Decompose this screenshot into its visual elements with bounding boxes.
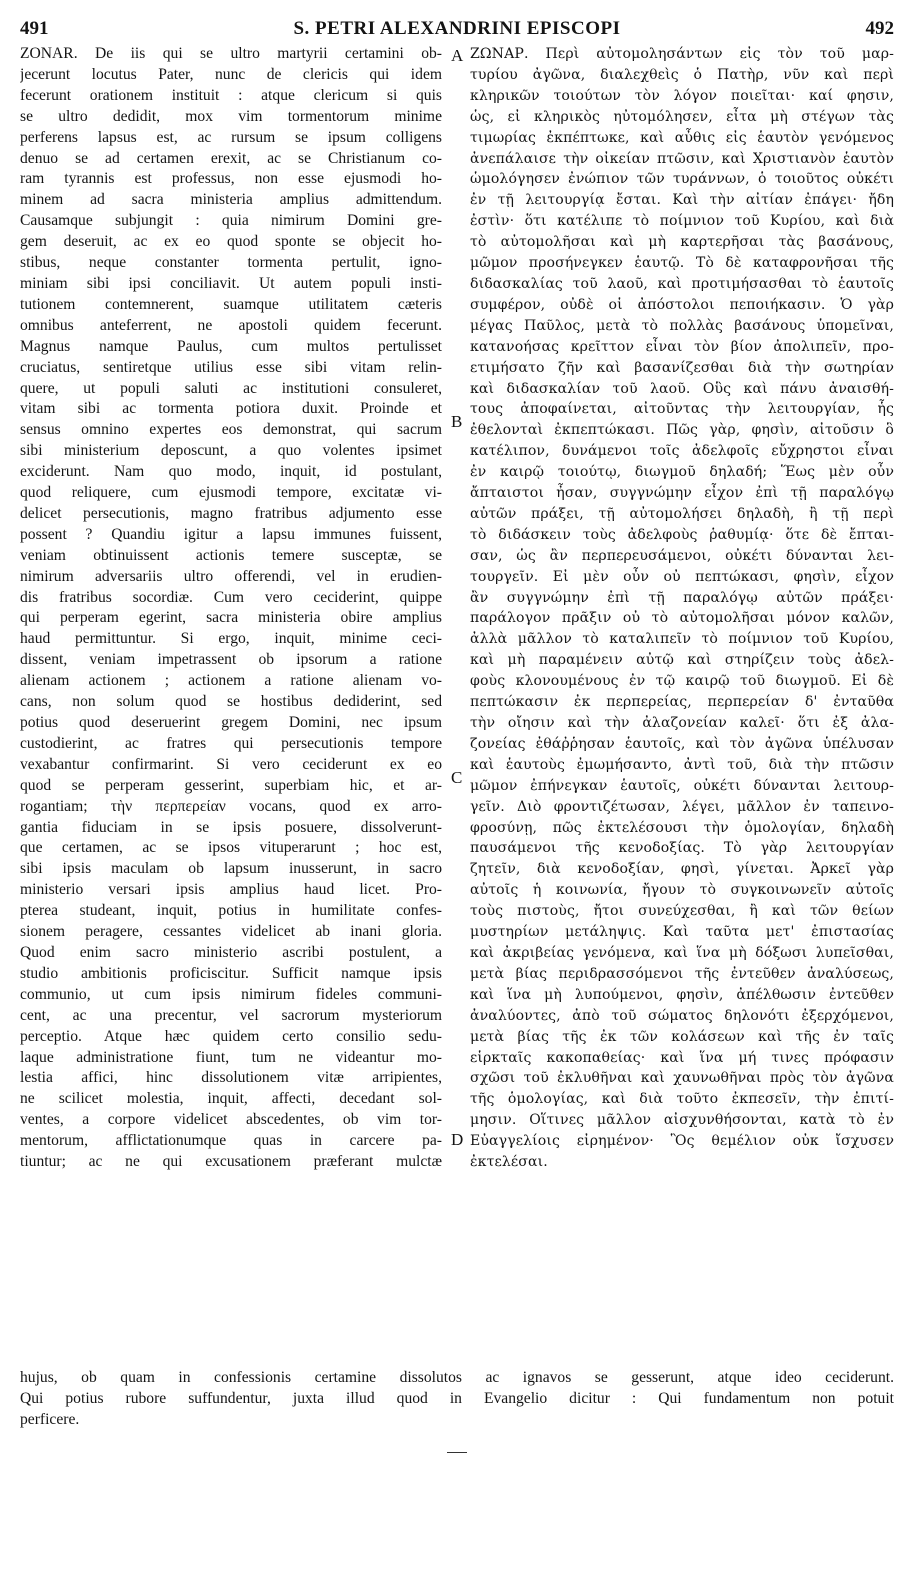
text-line: ἐθελονταὶ ἐκπεπτώκασι. Πῶς γὰρ, φησὶν, αἰτοῦσιν ὃ <box>470 422 894 439</box>
text-line: mentorum, afflictationumque quas in carcere pa- <box>20 1132 442 1150</box>
text-line: perficere. <box>20 1411 80 1428</box>
text-line: perceptio. Atque hæc quidem certo consilio sedu- <box>20 1027 442 1045</box>
text-line: alienam actionem ; actionem a ratione alienam vo- <box>20 672 442 690</box>
text-line: τὸ αὐτομολῆσαι καὶ μὴ καρτερῆσαι τὰς βασάνους, <box>470 234 894 251</box>
text-line: ὡμολόγησεν ἐνώπιον τῶν τυράννων, ὁ τοιοῦτος οὐκέτι <box>470 171 894 188</box>
text-line: ζονείας ἐθάῤῥησαν ἑαυτοῖς, καὶ τὸν ἀγῶνα ὑπέλυσαν <box>470 735 894 752</box>
text-line: ZONAR. De iis qui se ultro martyrii certamini ob- <box>20 45 442 62</box>
text-line: μετὰ βίας περιδρασσόμενοι τῆς ἐντεῦθεν ἀναλύσεως, <box>470 965 894 982</box>
text-line: μετὰ βίας τῆς ἐκ τῶν κολάσεων καὶ τῆς ἐν ταῖς <box>470 1028 894 1045</box>
text-line: vexabantur confirmarint. Si vero ceciderunt ex eo <box>20 755 442 773</box>
text-line: μέγας Παῦλος, μετὰ τὸ πολλὰς βασάνους ὑπομεῖναι, <box>470 317 894 334</box>
text-line: rogantiam; τὴν περπερείαν vocans, quod ex arro- <box>20 797 442 815</box>
text-line: ἐν τῇ λειτουργίᾳ ἔσται. Καὶ τὴν αἰτίαν ἐπάγει· ἤδη <box>470 192 894 209</box>
text-line: omnibus anteferrent, ne apostoli quidem fecerunt. <box>20 316 442 334</box>
text-line: haud permittuntur. Si ergo, inquit, minime ceci- <box>20 630 442 648</box>
text-line: καὶ ἵνα μὴ λυπούμενοι, φησὶν, ἀπέλθωσιν ἐντεῦθεν <box>470 986 894 1003</box>
text-line: veniam obtinuissent actionis temere susceptæ, se <box>20 546 442 564</box>
text-line: custodierint, ac fratres qui persecutionis tempore <box>20 734 442 752</box>
text-line: cruciatus, sentiretque utilius esse sibi vitam relin- <box>20 358 442 376</box>
text-line: τυρίου ἀγῶνα, διαλεχθεὶς ὁ Πατὴρ, νῦν καὶ περὶ <box>470 66 894 83</box>
text-line: sibi ministerium deposcunt, a quo volentes ipsimet <box>20 442 442 460</box>
text-line: πεπτώκασιν ἐκ περπερείας, περπερείαν δ' ἐνταῦθα <box>470 694 894 711</box>
text-line: ζητεῖν, διὰ κενοδοξίαν, φησὶ, γίνεται. Ἀρκεῖ γὰρ <box>470 861 894 878</box>
text-line: τὴν οἴησιν καὶ τὴν ἀλαζονείαν καλεῖ· ὅτι ἐξ ἀλα- <box>470 715 894 731</box>
text-line: sensus omnino expertes eos demonstrat, qui sacrum <box>20 421 442 439</box>
margin-marker-a: A <box>451 46 464 65</box>
margin-marker-d: D <box>451 1130 464 1149</box>
text-line: cent, ac una precentur, vel sacrorum mysteriorum <box>20 1006 442 1024</box>
text-line: ΖΩΝΑΡ. Περὶ αὐτομολησάντων εἰς τὸν τοῦ μαρ- <box>470 46 894 62</box>
text-line: σαν, ὡς ἂν περπερευσάμενοι, οὐκέτι δύνανται λει- <box>470 547 894 564</box>
text-line: γεῖν. Διὸ φροντιζέτωσαν, λέγει, μᾶλλον ἐν ταπεινο- <box>470 798 894 815</box>
text-line: gem deseruit, ac ex eo quod sponte se objecit ho- <box>20 233 442 251</box>
text-line: τους ἀποφαίνεται, αἰτοῦντας τὴν λειτουργίαν, ἧς <box>470 401 894 418</box>
text-line: vitam sibi ac tormenta potiora duxit. Proinde et <box>20 400 442 418</box>
text-line: ἀναλύοντες, ἀπὸ τοῦ σώματος δηλονότι ἐξερχόμενοι, <box>470 1007 894 1024</box>
text-line: qui perperam egerint, sacra ministeria obire amplius <box>20 609 442 627</box>
text-line: nimirum adversariis ultro offerendi, vel in erudien- <box>20 567 442 585</box>
page-number-right: 492 <box>865 18 894 39</box>
text-line: αὐτοῖς ἡ κοινωνία, ἤγουν τὸ συγκοινωνεῖν αὐτοῖς <box>470 882 894 899</box>
latin-column <box>20 44 442 1173</box>
text-line: καὶ μὴ παραμένειν αὐτῷ καὶ στηρίζειν τοὺς ἀδελ- <box>470 652 894 669</box>
text-line: sibi ipsis maculam ob lapsum inusserunt, in sacro <box>20 860 442 878</box>
text-line: κατανοήσας κρεῖττον εἶναι τὸν βίον ἀπολιπεῖν, προ- <box>470 338 894 355</box>
text-line: sionem peragere, cessantes videlicet ab inani gloria. <box>20 923 442 941</box>
text-line: tiuntur; ac ne qui excusationem præferant mulctæ <box>20 1153 442 1171</box>
text-line: φοὺς κλονουμένους ἐν τῷ καιρῷ τοῦ διωγμοῦ. Εἰ δὲ <box>470 673 894 690</box>
text-line: αὐτῶν πράξει, τῇ αὐτομολήσει δηλαδὴ, ἢ τῇ περὶ <box>470 505 894 522</box>
text-line: καὶ ἑαυτοὺς ἐμωμήσαντο, ἀντὶ τοῦ, διὰ τὴν πτῶσιν <box>470 756 894 773</box>
text-line: Εὐαγγελίοις εἰρημένον· Ὃς θεμέλιον οὐκ ἴσχυσεν <box>470 1133 894 1150</box>
text-line: ετιμήσατο ζῆν καὶ βασανίζεσθαι διὰ τὴν σωτηρίαν <box>470 359 894 376</box>
text-line: exciderunt. Nam quo modo, inquit, id postulant, <box>20 463 442 481</box>
end-rule <box>447 1452 467 1453</box>
text-line: ἀνεπάλαισε τὴν οἰκείαν πτῶσιν, καὶ Χριστιανὸν ἑαυτὸν <box>470 150 894 167</box>
text-line: lestia affici, hinc dissolutionem vitæ arripientes, <box>20 1069 442 1087</box>
text-line: μῶμον ἐπήνεγκαν ἑαυτοῖς, οὐκέτι δύνανται λειτουρ- <box>470 777 894 794</box>
text-line: cans, non solum quod se hostibus dediderint, sed <box>20 693 442 711</box>
continuation-text <box>20 1367 894 1430</box>
page-number-left: 491 <box>20 18 49 39</box>
text-line: παυσάμενοι τῆς κενοδοξίας. Τὸ γὰρ λειτουργίαν <box>470 840 894 857</box>
text-line: καὶ διδασκαλίαν τοῦ λαοῦ. Οὓς καὶ πάνυ ἀναισθή- <box>470 380 894 397</box>
text-line: ram tyrannis est professus, non esse ejusmodi ho- <box>20 170 442 188</box>
text-line: miniam sibi ipsi conciliavit. Ut autem populi insti- <box>20 274 442 292</box>
text-line: perferens lapsus est, ac rursum se ipsum colligens <box>20 128 442 146</box>
text-line: διδασκαλίας τοῦ λαοῦ, καὶ προτιμήσασθαι τὸ ἑαυτοῖς <box>470 275 894 292</box>
text-line: καὶ ἀκριβείας γενόμενα, καὶ ἵνα μὴ δόξωσι λυπεῖσθαι, <box>470 944 894 961</box>
text-line: quod se perperam gesserint, superbiam hic, et ar- <box>20 776 442 794</box>
text-line: κληρικῶν τοιούτων τὸν λόγον ποιεῖται· καί φησιν, <box>470 87 894 104</box>
text-line: ἄπταιστοι ἦσαν, συγγνώμην εἶχον ἐπὶ τῇ παραλόγῳ <box>470 485 894 502</box>
text-line: ἐκτελέσαι. <box>470 1154 548 1171</box>
page-header <box>20 14 894 46</box>
text-line: ministerio versari ipsis amplius haud licet. Pro- <box>20 881 442 899</box>
text-line: ἐν καιρῷ τοιούτῳ, διωγμοῦ δηλαδή; Ἕως μὲν οὖν <box>470 464 894 481</box>
text-line: Quod enim sacro ministerio ascribi postulent, a <box>20 943 442 961</box>
text-line: Magnus namque Paulus, cum multos pertulisset <box>20 337 442 355</box>
text-line: μυστηρίων μετάληψις. Καὶ ταῦτα μετ' ἐπιστασίας <box>470 924 894 941</box>
text-line: Qui potius rubore suffundentur, juxta illud quod in Evangelio dicitur : Qui fundamentum non potuit <box>20 1390 894 1407</box>
text-line: εἱρκταῖς κακοπαθείας· καὶ ἵνα μή τινες πρόφασιν <box>470 1049 894 1066</box>
text-line: μῶμον προσήνεγκεν ἑαυτῷ. Τὸ δὲ καταφρονῆσαι τῆς <box>470 255 894 272</box>
text-line: gantia fiduciam in se ipsis posuere, dissolverunt- <box>20 818 442 836</box>
text-line: fecerunt orationem instituit : atque clericum si quis <box>20 86 442 104</box>
text-line: stibus, neque constanter tormenta pertulit, igno- <box>20 254 442 272</box>
text-line: ventes, a corpore videlicet abscedentes, ob vim tor- <box>20 1111 442 1129</box>
text-line: τὸ διδάσκειν τοὺς ἀδελφοὺς ῥαθυμίᾳ· ὅτε δὲ ἔπται- <box>470 526 894 543</box>
text-line: ne scilicet molestia, inquit, affecti, decedant sol- <box>20 1090 442 1108</box>
text-line: jecerunt locutus Pater, nunc de clericis qui idem <box>20 65 442 83</box>
text-line: τιμωρίας ἐκπέπτωκε, καὶ αὖθις εἰς ἑαυτὸν γενόμενος <box>470 129 894 146</box>
text-line: συμφέρον, οὐδὲ οἱ ἀπόστολοι πεποιήκασιν. Ὁ γὰρ <box>470 296 894 313</box>
text-line: παράλογον πρᾶξιν οὐ τὸ αὐτομολῆσαι μόνον καλῶν, <box>470 610 894 627</box>
text-line: studio ambitionis proficiscitur. Sufficit namque ipsis <box>20 964 442 982</box>
greek-column <box>470 44 894 1173</box>
running-title: S. PETRI ALEXANDRINI EPISCOPI <box>293 18 621 39</box>
text-line: denuo se ad certamen erexit, ac se Christianum co- <box>20 149 442 167</box>
text-line: minem ad sacra ministeria amplius admittendum. <box>20 191 442 209</box>
text-line: ἂν συγγνώμην ἐπὶ τῇ παραλόγῳ αὐτῶν πράξει· <box>470 589 894 606</box>
margin-marker-c: C <box>451 768 463 787</box>
text-line: ἐστὶν· ὅτι κατέλιπε τὸ ποίμνιον τοῦ Κυρίου, καὶ διὰ <box>470 213 894 230</box>
text-line: communio, ut cum ipsis nimirum fideles communi- <box>20 985 442 1003</box>
text-line: κατέλιπον, δυνάμενοι τοῖς ἀδελφοῖς εὔχρηστοι εἶναι <box>470 443 894 460</box>
text-line: delicet persecutionis, magno fratribus adjumento esse <box>20 504 442 522</box>
text-line: τοὺς πιστοὺς, ἤτοι συνεύχεσθαι, ἢ καὶ τῶν θείων <box>470 903 894 920</box>
text-line: laque administratione fiunt, tum ne videantur mo- <box>20 1048 442 1066</box>
text-line: τῆς ὁμολογίας, καὶ διὰ τοῦτο ἐκπεσεῖν, τὴν ἐπιτί- <box>470 1091 894 1108</box>
text-line: se ultro dedidit, mox vim tormentorum minime <box>20 107 442 125</box>
text-line: μησιν. Οἵτινες μᾶλλον αἰσχυνθήσονται, κατὰ τὸ ἐν <box>470 1112 894 1129</box>
text-line: τουργεῖν. Εἰ μὲν οὖν οὐ πεπτώκασι, φησὶν, εἶχον <box>470 568 894 585</box>
text-line: possent ? Quandiu igitur a lapsu immunes fuissent, <box>20 525 442 543</box>
text-line: ἀλλὰ μᾶλλον τὸ καταλιπεῖν τὸ ποίμνιον τοῦ Κυρίου, <box>470 631 894 648</box>
text-line: potius quod deseruerint gregem Domini, nec ipsum <box>20 714 442 731</box>
text-line: σχῶσι τοῦ ἐκλυθῆναι καὶ χαυνωθῆναι πρὸς τὸν ἀγῶνα <box>470 1070 894 1087</box>
text-line: dissent, veniam impetrassent ob ipsorum a ratione <box>20 651 442 669</box>
margin-marker-b: B <box>451 412 463 431</box>
text-line: ὡς, εἰ κληρικὸς ηὐτομόλησεν, εἶτα μὴ στέγων τὰς <box>470 108 894 125</box>
text-line: hujus, ob quam in confessionis certamine dissolutos ac ignavos se gesserunt, atque ideo ceciderunt. <box>20 1369 894 1386</box>
text-line: pterea studeant, inquit, potius in humilitate confes- <box>20 902 442 920</box>
text-line: tutionem contemnerent, suamque utilitatem cæteris <box>20 295 442 313</box>
text-line: que certamen, ac se ipsos vituperarunt ; hoc est, <box>20 839 442 857</box>
text-line: quere, ut populi saluti ac institutioni consuleret, <box>20 379 442 397</box>
text-line: Causamque subjungit : quia nimirum Domini gre- <box>20 212 442 230</box>
text-line: φροσύνῃ, πῶς ἐκτελέσουσι τὴν ὁμολογίαν, δηλαδὴ <box>470 819 894 836</box>
text-line: quod reliquere, cum ejusmodi tempore, excitatæ vi- <box>20 484 442 502</box>
text-line: dis fratribus socordiæ. Cum vero ceciderint, quippe <box>20 588 442 606</box>
